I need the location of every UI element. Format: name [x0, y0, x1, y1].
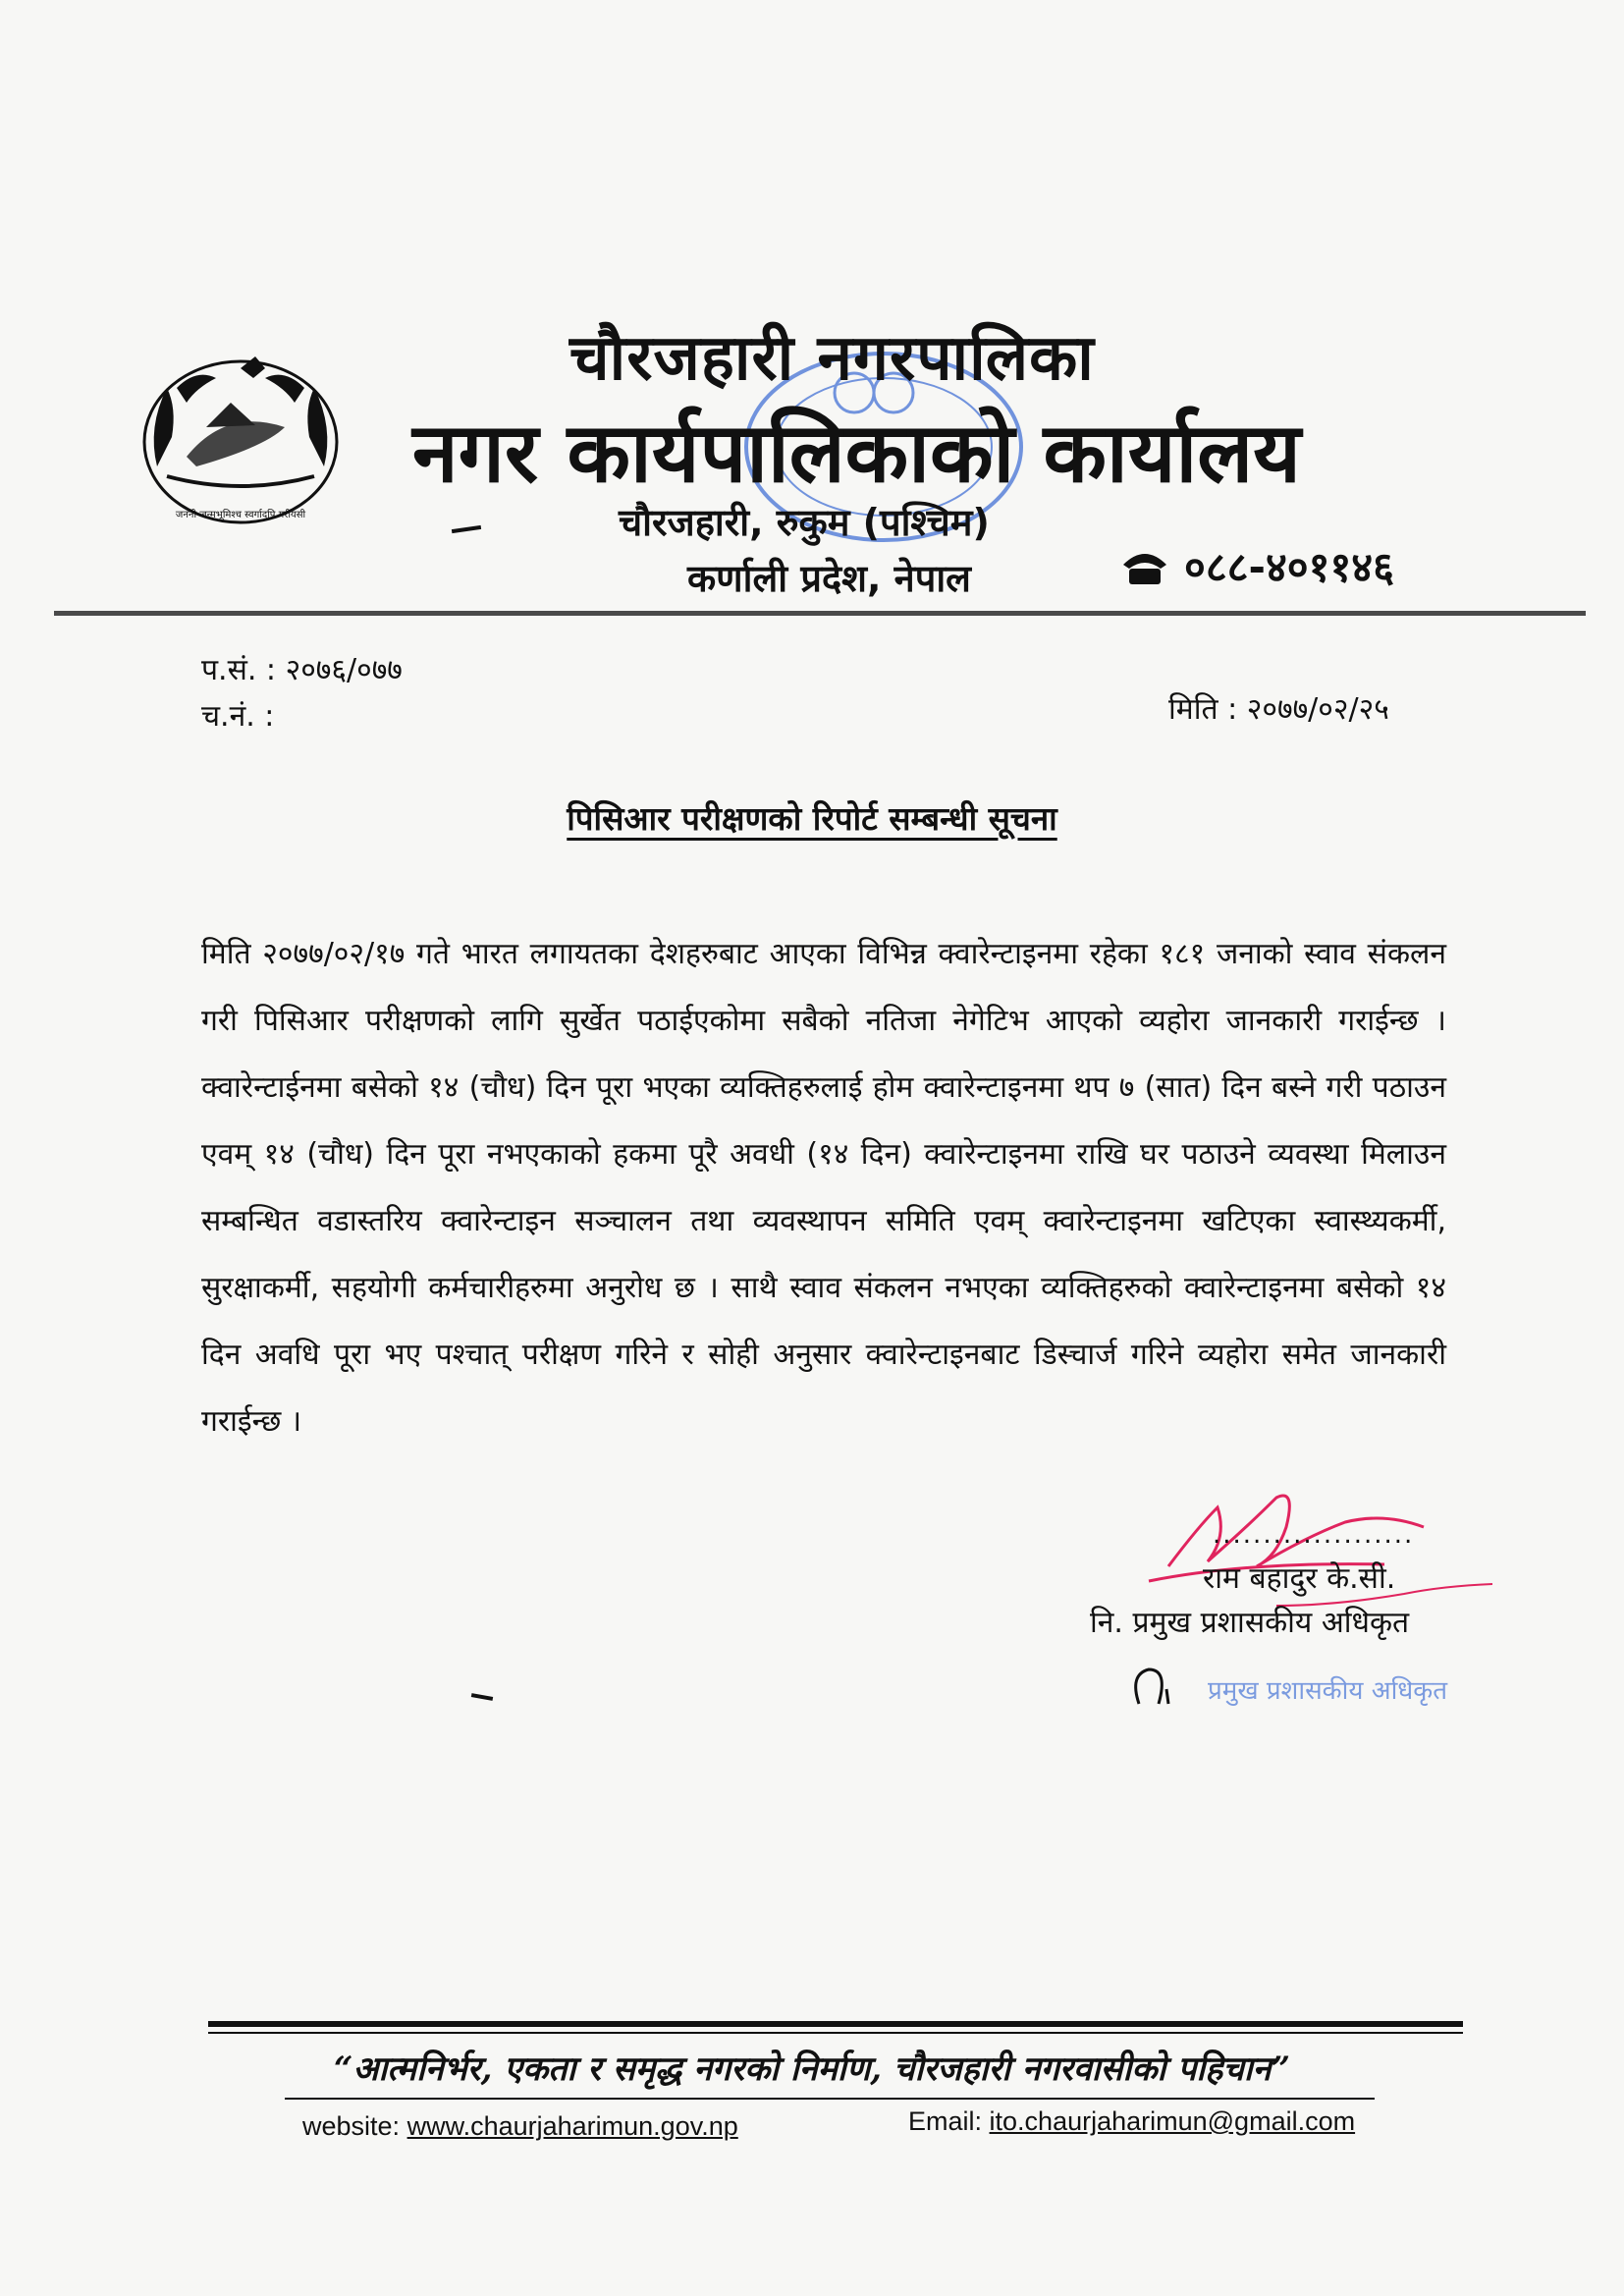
nepal-emblem-icon — [137, 349, 344, 530]
subject-text: पिसिआर परीक्षणको रिपोर्ट सम्बन्धी सूचना — [567, 799, 1057, 838]
date-value: २०७७/०२/२५ — [1246, 692, 1389, 727]
footer-email — [908, 2106, 1355, 2137]
telephone-icon — [1119, 547, 1170, 586]
phone-value: ०८८-४०११४६ — [1184, 543, 1394, 591]
email-label: Email: — [908, 2106, 983, 2136]
address-line-1: चौरजहारी, रुकुम (पश्चिम) — [619, 501, 990, 544]
footer-divider-thick — [208, 2021, 1463, 2027]
notice-subject — [0, 795, 1624, 840]
header-divider — [54, 611, 1586, 616]
cn-label: च.नं. : — [201, 699, 275, 734]
footer-slogan: “आत्मनिर्भर, एकता र समृद्ध नगरको निर्माण, चौरजहारी नगरवासीको पहिचान” — [333, 2050, 1291, 2089]
reference-number — [201, 648, 403, 688]
letter-date — [1168, 687, 1389, 728]
ref-value: २०७६/०७७ — [285, 653, 403, 687]
phone-number — [1119, 538, 1394, 594]
signatory-name: राम बहादुर के.सी. — [1203, 1561, 1396, 1596]
footer-slogan-rule — [285, 2098, 1375, 2100]
emblem-motto: जननी जन्मभूमिश्च स्वर्गादपि गरीयसी — [175, 510, 306, 520]
ink-speck — [471, 1693, 493, 1701]
footer-website — [302, 2111, 738, 2142]
signature-stamp-text: प्रमुख प्रशासकीय अधिकृत — [1208, 1676, 1448, 1706]
email-link[interactable]: ito.chaurjaharimun@gmail.com — [989, 2106, 1356, 2136]
dispatch-number — [201, 694, 274, 735]
signature-line: .................... — [1213, 1520, 1415, 1550]
address-line-2: कर्णाली प्रदेश, नेपाल — [687, 557, 971, 600]
ink-speck — [452, 525, 481, 533]
office-name: नगर कार्यपालिकाको कार्यालय — [412, 405, 1301, 501]
notice-body: मिति २०७७/०२/१७ गते भारत लगायतका देशहरुबाट आएका विभिन्न क्वारेन्टाइनमा रहेका १८१ जनाको स्वाव संकलन गरी पिसिआर परीक्षणको लागि सुर्खेत पठाईएकोमा सबैको नतिजा नेगेटिभ आएको व्यहोरा जानकारी गराईन्छ । क्वारेन्टाईनमा बसेको १४ (चौध) दिन पूरा भएका व्यक्तिहरुलाई होम क्वारेन्टाइनमा थप ७ (सात) दिन बस्ने गरी पठाउन एवम् १४ (चौध) दिन पूरा नभएकाको हकमा पूरै अवधी (१४ दिन) क्वारेन्टाइनमा राखि घर पठाउने व्यवस्था मिलाउन सम्बन्धित वडास्तरिय क्वारेन्टाइन सञ्चालन तथा व्यवस्थापन समिति एवम् क्वारेन्टाइनमा खटिएका स्वास्थ्यकर्मी, सुरक्षाकर्मी, सहयोगी कर्मचारीहरुमा अनुरोध छ । साथै स्वाव संकलन नभएका व्यक्तिहरुको क्वारेन्टाइनमा बसेको १४ दिन अवधि पूरा भए पश्चात् परीक्षण गरिने र सोही अनुसार क्वारेन्टाइनबाट डिस्चार्ज गरिने व्यहोरा समेत जानकारी गराईन्छ । — [201, 937, 1447, 1439]
website-label: website: — [302, 2111, 401, 2141]
ref-label: प.सं. : — [201, 653, 277, 687]
website-link[interactable]: www.chaurjaharimun.gov.np — [406, 2111, 738, 2141]
date-label: मिति : — [1168, 692, 1238, 727]
signatory-designation: नि. प्रमुख प्रशासकीय अधिकृत — [1090, 1606, 1410, 1640]
footer-divider-thin — [208, 2032, 1463, 2034]
municipality-name: चौरजहारी नगरपालिका — [569, 322, 1095, 395]
